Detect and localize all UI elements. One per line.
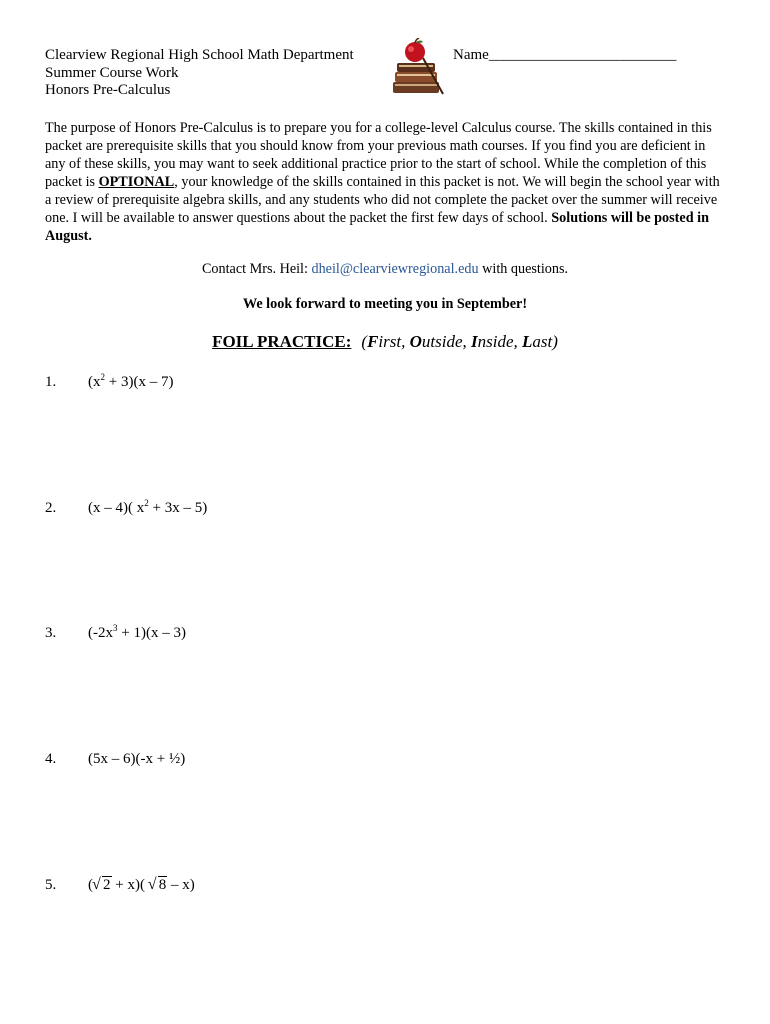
school-department: Clearview Regional High School Math Department <box>45 47 354 63</box>
course-name: Honors Pre-Calculus <box>45 82 171 98</box>
contact-email[interactable]: dheil@clearviewregional.edu <box>311 261 479 277</box>
section-hint: (First, Outside, Inside, Last) <box>361 332 558 351</box>
student-name-field[interactable]: Name_________________________ <box>453 47 677 63</box>
optional-emphasis: OPTIONAL <box>98 174 175 190</box>
closing-line: We look forward to meeting you in September! <box>242 296 528 312</box>
course-work-label: Summer Course Work <box>45 64 179 81</box>
section-heading <box>0 332 770 352</box>
contact-line: Contact Mrs. Heil: dheil@clearviewregional.edu with questions. <box>201 261 569 277</box>
problem-2: 2. (x – 4)( $x^2 + 3x - 5$) <box>45 498 208 516</box>
sqrt-8: √ 8 <box>149 877 168 894</box>
problem-4: 4. (5x – 6)(-x + ½) <box>45 751 186 767</box>
problem-5: 5. (√ 2 + x)( √ 8 – x) <box>45 877 195 894</box>
problem-3: 3. $(-2x^3 + 1)(x - 3)$ <box>45 623 186 641</box>
document-header <box>45 47 354 100</box>
sqrt-2: √ 2 <box>93 877 112 894</box>
problem-1: 1. $(x^2 + 3)(x - 7)$ <box>45 372 174 390</box>
intro-paragraph: The purpose of Honors Pre-Calculus is to prepare you for a college-level Calculus course. The skills contained in this packet are prerequisite skills that you should know from your previous math courses. If you find you are deficient in any of these skills, you may want to seek additional practice prior to the start of school. While the completion of this packet is OPTIONAL, your knowledge of the skills contained in this packet is not. We will begin the school year with a review of prerequisite algebra skills, and any students who did not complete the packet over the summer will receive one. I will be available to answer questions about the packet the first few days of school. Solutions will be posted in August. <box>45 120 720 244</box>
section-title: FOIL PRACTICE: <box>212 332 352 351</box>
books-apple-icon <box>385 38 447 100</box>
solutions-note: Solutions will be posted in August. <box>45 210 709 244</box>
